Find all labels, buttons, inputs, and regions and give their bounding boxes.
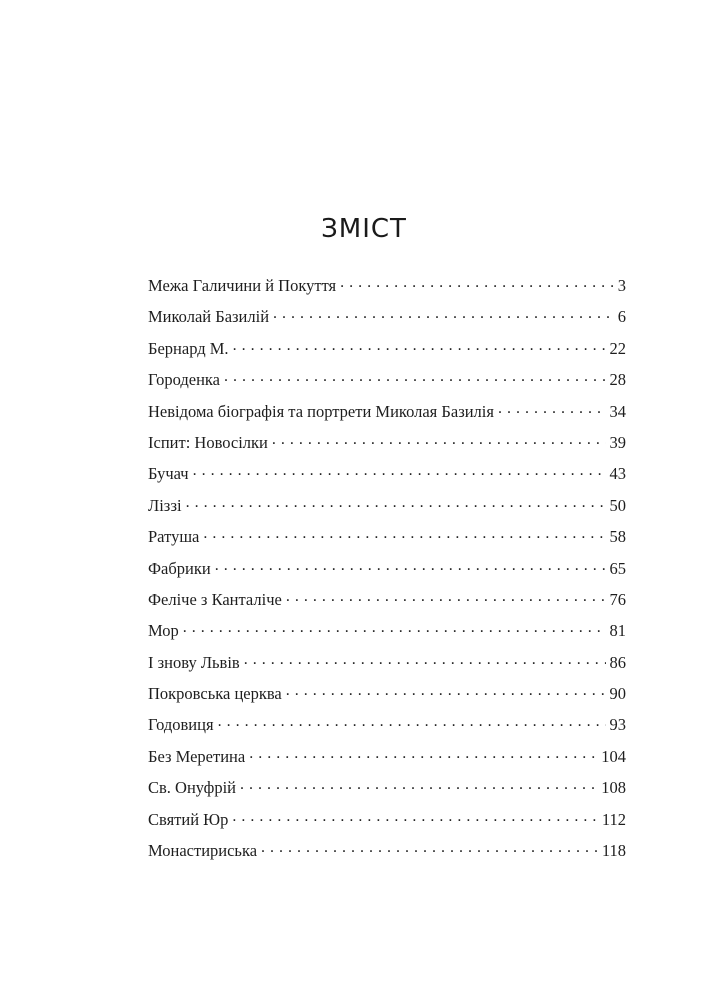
dot-leader bbox=[232, 808, 597, 825]
dot-leader bbox=[286, 588, 606, 605]
toc-entry-title: Миколай Базилій bbox=[148, 307, 270, 327]
toc-entry bbox=[148, 270, 626, 301]
toc-entry-title: Мор bbox=[148, 621, 179, 641]
toc-entry bbox=[148, 458, 626, 489]
dot-leader bbox=[261, 840, 598, 857]
dot-leader bbox=[240, 777, 597, 794]
toc-entry-page-number: 6 bbox=[617, 307, 626, 327]
toc-entry-title: Феліче з Канталіче bbox=[148, 589, 282, 609]
toc-entry-title: Іспит: Новосілки bbox=[148, 432, 268, 452]
toc-entry bbox=[148, 804, 626, 835]
toc-entry-title: Городенка bbox=[148, 370, 221, 390]
dot-leader bbox=[272, 431, 606, 448]
toc-entry-title: Бернард М. bbox=[148, 338, 229, 358]
toc-entry-page-number: 104 bbox=[601, 746, 626, 766]
dot-leader bbox=[286, 683, 606, 700]
toc-entry bbox=[148, 364, 626, 395]
toc-entry-page-number: 22 bbox=[609, 338, 626, 358]
toc-entry-page-number: 28 bbox=[609, 370, 626, 390]
toc-entry-title: Ліззі bbox=[148, 495, 182, 515]
toc-entry-page-number: 3 bbox=[617, 276, 626, 295]
toc-entry-page-number: 65 bbox=[609, 558, 626, 578]
toc-entry-page-number: 39 bbox=[609, 432, 626, 452]
dot-leader bbox=[193, 463, 606, 480]
toc-entry-page-number: 43 bbox=[609, 464, 626, 484]
toc-entry bbox=[148, 333, 626, 364]
dot-leader bbox=[340, 275, 614, 292]
toc-entry bbox=[148, 709, 626, 740]
toc-entry-page-number: 112 bbox=[601, 809, 626, 829]
toc-entry-title: Св. Онуфрій bbox=[148, 778, 236, 798]
dot-leader bbox=[224, 369, 605, 386]
toc-entry-title: Покровська церква bbox=[148, 684, 282, 704]
dot-leader bbox=[218, 714, 606, 731]
dot-leader bbox=[244, 651, 606, 668]
dot-leader bbox=[249, 745, 597, 762]
toc-entry-page-number: 86 bbox=[609, 652, 626, 672]
toc-entry bbox=[148, 741, 626, 772]
toc-entry-title: Монастириська bbox=[148, 841, 258, 861]
toc-entry-title: І знову Львів bbox=[148, 652, 240, 672]
toc-entry bbox=[148, 835, 626, 866]
toc-entry bbox=[148, 553, 626, 584]
toc-entry-page-number: 76 bbox=[609, 589, 626, 609]
toc-entry-title: Бучач bbox=[148, 464, 189, 484]
dot-leader bbox=[186, 494, 606, 511]
toc-entry-page-number: 108 bbox=[601, 778, 626, 798]
dot-leader bbox=[233, 337, 606, 354]
toc-entry bbox=[148, 772, 626, 803]
toc-entry bbox=[148, 427, 626, 458]
page-title: ЗМІСТ bbox=[321, 214, 407, 245]
toc-entry bbox=[148, 584, 626, 615]
toc-entry-title: Невідома біографія та портрети Миколая Базилія bbox=[148, 401, 494, 421]
toc-entry bbox=[148, 396, 626, 427]
table-of-contents bbox=[148, 270, 626, 866]
toc-entry-page-number: 34 bbox=[609, 401, 626, 421]
toc-entry bbox=[148, 521, 626, 552]
dot-leader bbox=[215, 557, 606, 574]
toc-entry bbox=[148, 678, 626, 709]
toc-entry-title: Ратуша bbox=[148, 527, 200, 547]
toc-entry-page-number: 90 bbox=[609, 684, 626, 704]
toc-entry bbox=[148, 301, 626, 332]
toc-entry bbox=[148, 647, 626, 678]
toc-entry-page-number: 58 bbox=[609, 527, 626, 547]
dot-leader bbox=[498, 400, 606, 417]
toc-entry-title: Без Меретина bbox=[148, 746, 246, 766]
toc-entry-title: Святий Юр bbox=[148, 809, 229, 829]
toc-entry-page-number: 50 bbox=[609, 495, 626, 515]
toc-entry bbox=[148, 615, 626, 646]
toc-entry-title: Годовиця bbox=[148, 715, 214, 735]
toc-entry-title: Фабрики bbox=[148, 558, 211, 578]
toc-entry-page-number: 118 bbox=[601, 841, 626, 861]
toc-entry-page-number: 93 bbox=[609, 715, 626, 735]
dot-leader bbox=[183, 620, 606, 637]
toc-entry-title: Межа Галичини й Покуття bbox=[148, 276, 337, 295]
dot-leader bbox=[203, 526, 605, 543]
toc-entry-page-number: 81 bbox=[609, 621, 626, 641]
toc-entry bbox=[148, 490, 626, 521]
dot-leader bbox=[273, 306, 614, 323]
